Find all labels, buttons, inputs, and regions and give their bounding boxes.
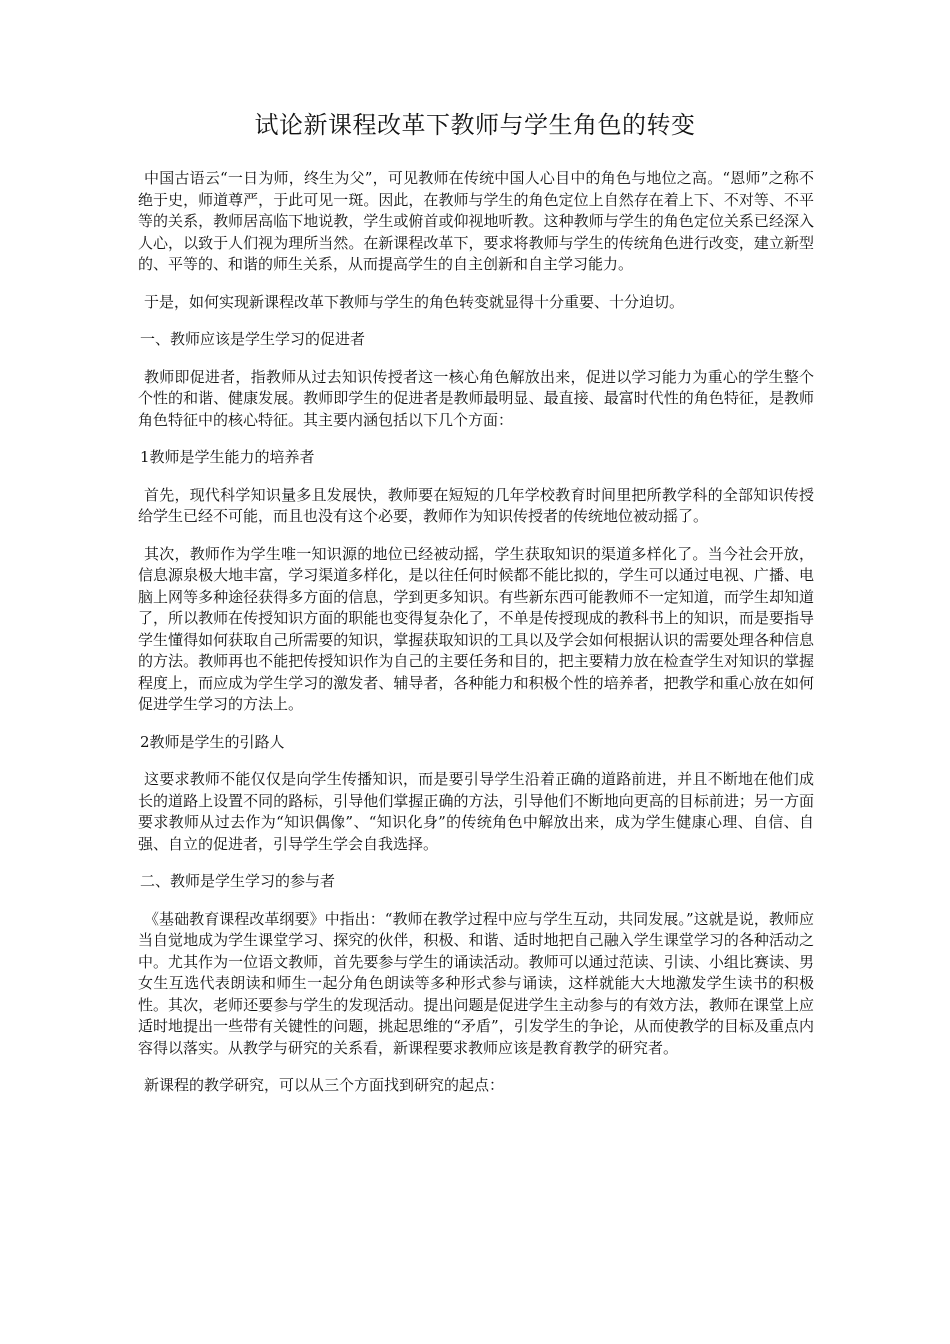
paragraph-promoter-definition: 教师即促进者，指教师从过去知识传授者这一核心角色解放出来，促进以学习能力为重心的学生整个个性的和谐、健康发展。教师即学生的促进者是教师最明显、最直接、最富时代性的角色特征，是教师角色特征中的核心特征。其主要内涵包括以下几个方面： [138, 367, 814, 429]
paragraph-intro: 中国古语云“一日为师，终生为父”，可见教师在传统中国人心目中的角色与地位之高。“恩师”之称不绝于史，师道尊严，于此可见一斑。因此，在教师与学生的角色定位上自然存在着上下、不对等、不平等的关系，教师居高临下地说教，学生或俯首或仰视地听教。这种教师与学生的角色定位关系已经深入人心，以致于人们视为理所当然。在新课程改革下，要求将教师与学生的传统角色进行改变，建立新型的、平等的、和谐的师生关系，从而提高学生的自主创新和自主学习能力。 [138, 169, 814, 273]
document-title: 试论新课程改革下教师与学生角色的转变 [254, 111, 696, 139]
section-heading-promoter: 一、教师应该是学生学习的促进者 [140, 330, 366, 348]
paragraph-transition: 于是，如何实现新课程改革下教师与学生的角色转变就显得十分重要、十分迫切。 [144, 292, 685, 311]
paragraph-second-point: 其次，教师作为学生唯一知识源的地位已经被动摇，学生获取知识的渠道多样化了。当今社会开放，信息源泉极大地丰富，学习渠道多样化，是以往任何时候都不能比拟的，学生可以通过电视、广播、电脑上网等多种途径获得多方面的信息，学到更多知识。有些新东西可能教师不一定知道，而学生却知道了，所以教师在传授知识方面的职能也变得复杂化了，不单是传授现成的教科书上的知识，而是要指导学生懂得如何获取自己所需要的知识，掌握获取知识的工具以及学会如何根据认识的需要处理各种信息的方法。教师再也不能把传授知识作为自己的主要任务和目的，把主要精力放在检查学生对知识的掌握程度上，而应成为学生学习的激发者、辅导者，各种能力和积极个性的培养者，把教学和重心放在如何促进学生学习的方法上。 [138, 544, 814, 713]
subheading-ability-cultivator: 1教师是学生能力的培养者 [140, 448, 315, 466]
document-body [138, 168, 814, 1113]
section-heading-participant: 二、教师是学生学习的参与者 [140, 872, 336, 890]
paragraph-participant: 《基础教育课程改革纲要》中指出：“教师在教学过程中应与学生互动，共同发展。”这就是说，教师应当自觉地成为学生课堂学习、探究的伙伴，积极、和谐、适时地把自己融入学生课堂学习的各种活动之中。尤其作为一位语文教师，首先要参与学生的诵读活动。教师可以通过范读、引读、小组比赛读、男女生互选代表朗读和师生一起分角色朗读等多种形式参与诵读，这样就能大大地激发学生读书的积极性。其次，老师还要参与学生的发现活动。提出问题是促进学生主动参与的有效方法，教师在课堂上应适时地提出一些带有关键性的问题，挑起思维的“矛盾”，引发学生的争论，从而使教学的目标及重点内容得以落实。从教学与研究的关系看，新课程要求教师应该是教育教学的研究者。 [138, 909, 814, 1057]
subheading-guide: 2教师是学生的引路人 [140, 732, 285, 751]
paragraph-guide: 这要求教师不能仅仅是向学生传播知识，而是要引导学生沿着正确的道路前进，并且不断地在他们成长的道路上设置不同的路标，引导他们掌握正确的方法，引导他们不断地向更高的目标前进；另一方面要求教师从过去作为“知识偶像”、“知识化身”的传统角色中解放出来，成为学生健康心理、自信、自强、自立的促进者，引导学生学会自我选择。 [138, 770, 814, 853]
paragraph-research-start: 新课程的教学研究，可以从三个方面找到研究的起点： [144, 1076, 505, 1094]
paragraph-first-point: 首先，现代科学知识量多且发展快，教师要在短短的几年学校教育时间里把所教学科的全部知识传授给学生已经不可能，而且也没有这个必要，教师作为知识传授者的传统地位被动摇了。 [138, 485, 814, 525]
